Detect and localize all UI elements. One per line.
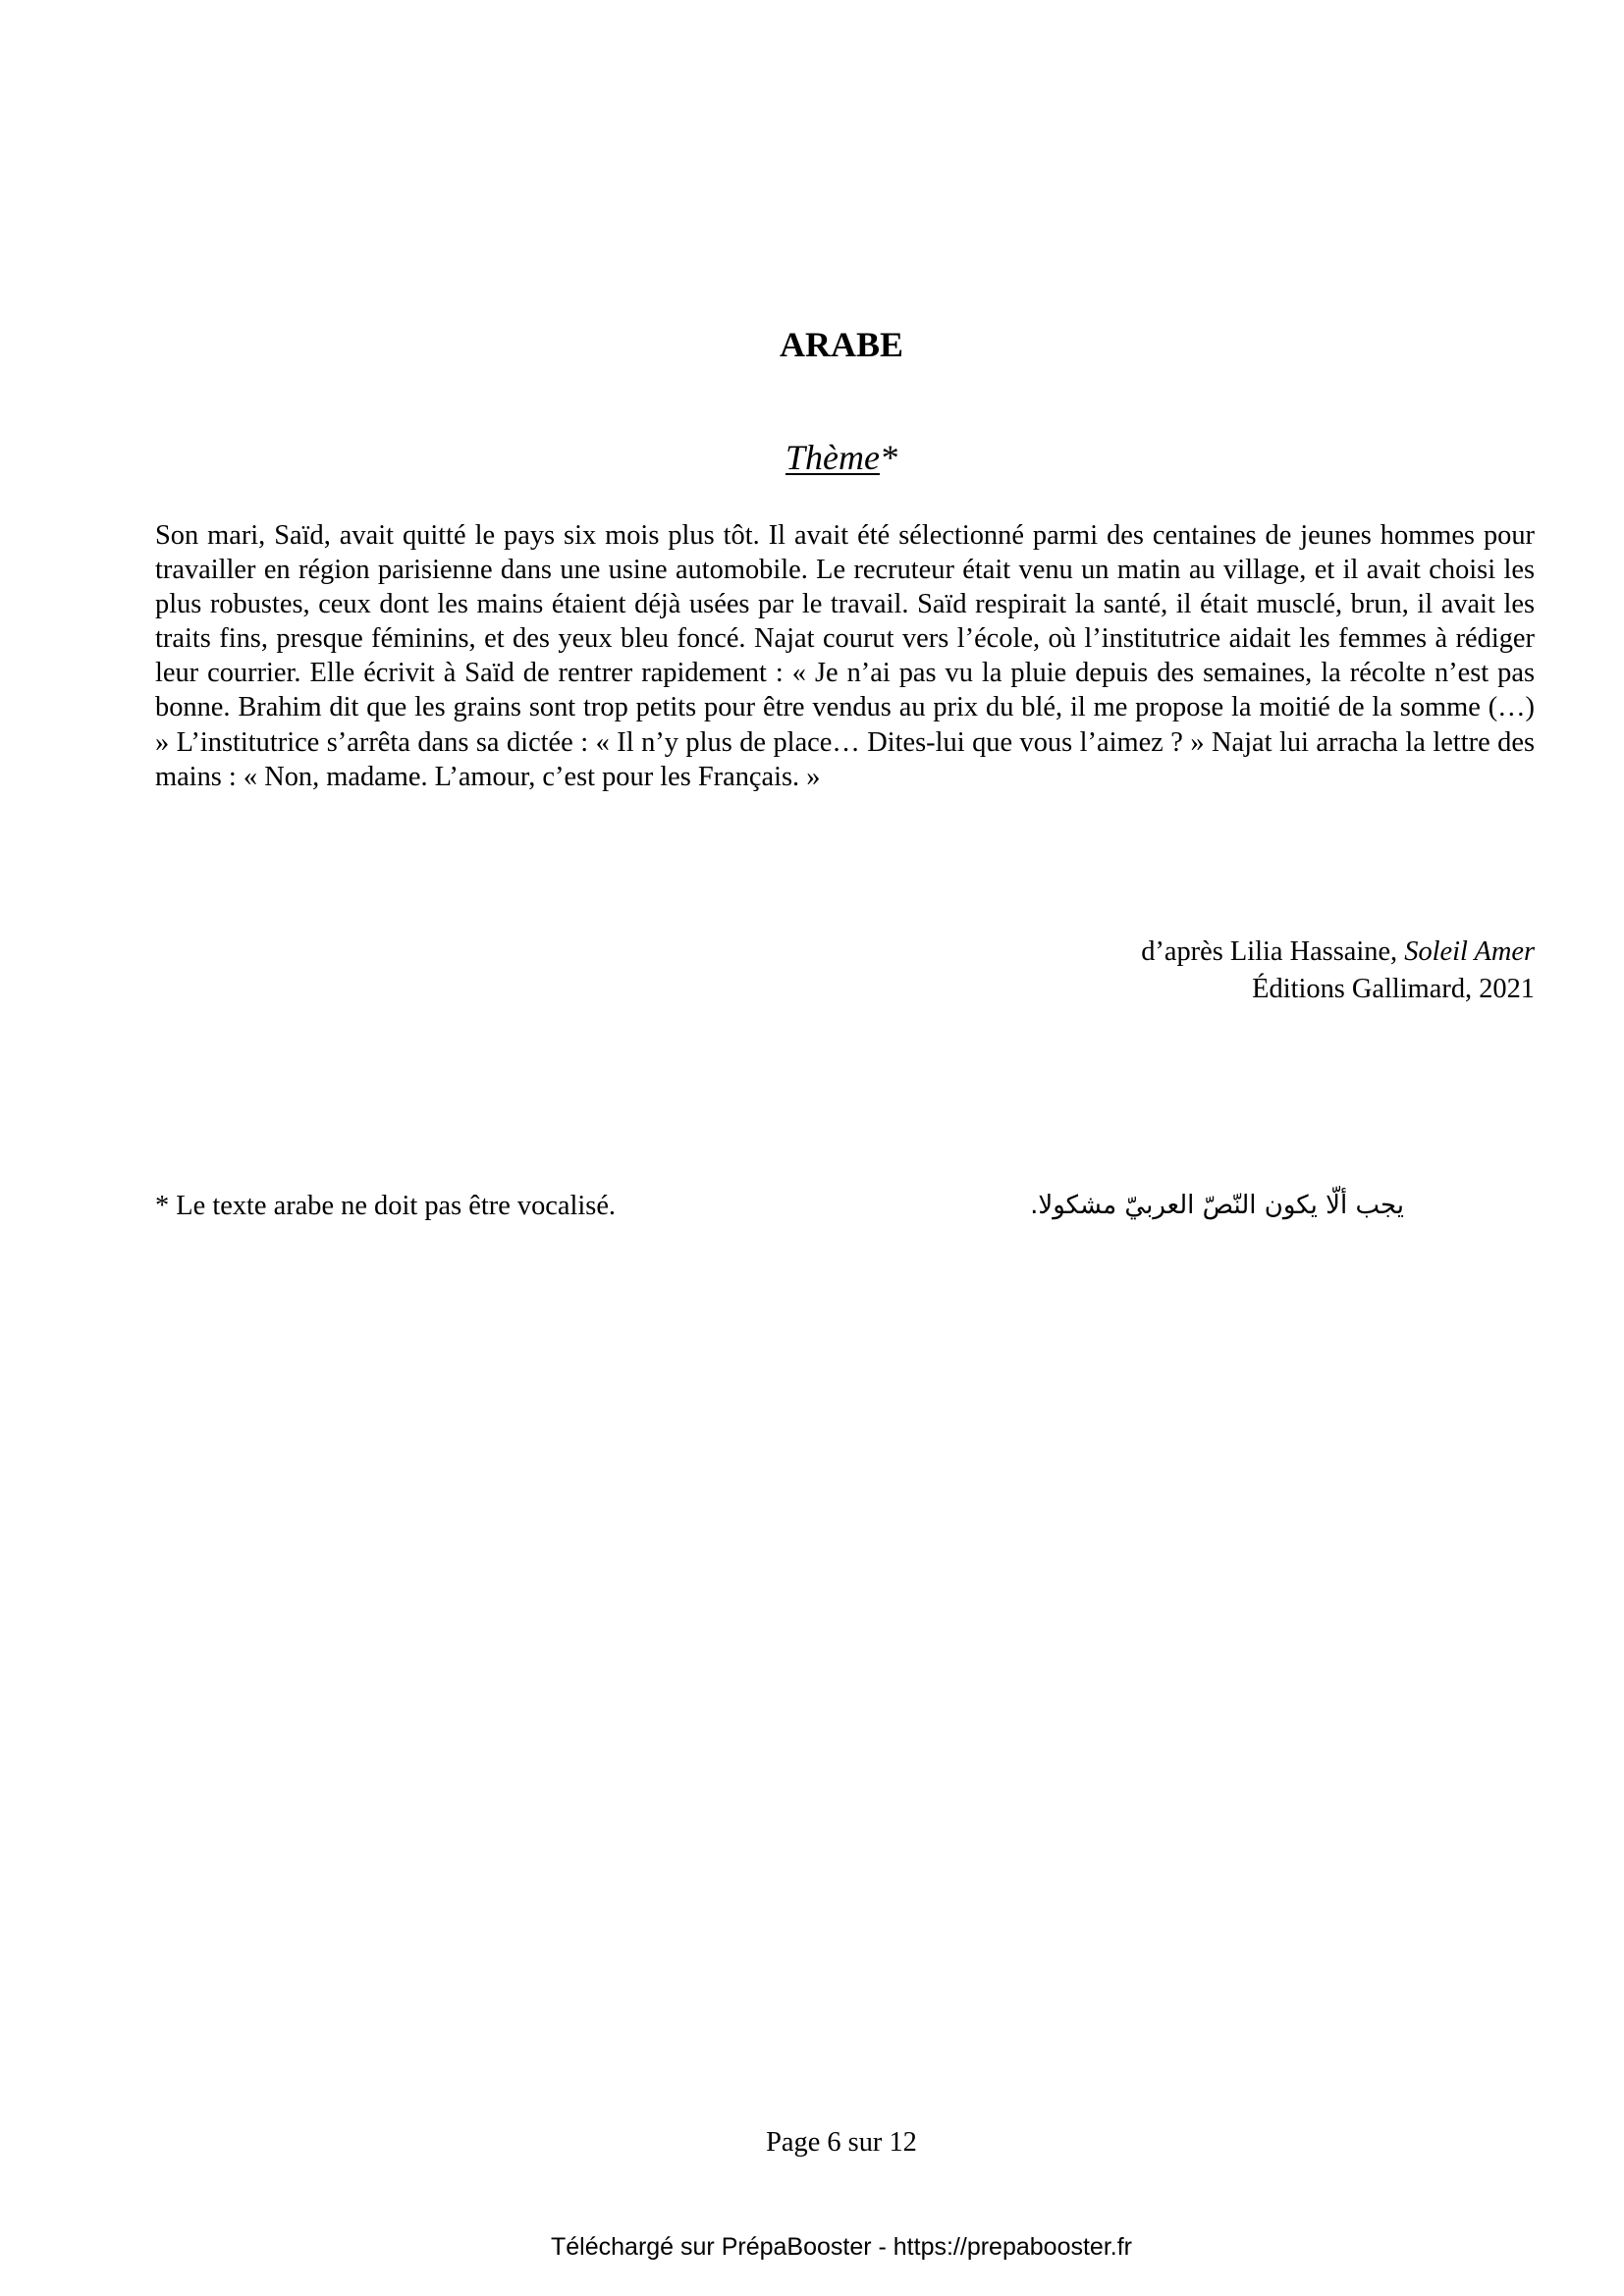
footnote-arabic: يجب ألّا يكون النّصّ العربيّ مشكولا. [1030, 1191, 1404, 1220]
passage-text: Son mari, Saïd, avait quitté le pays six mois plus tôt. Il avait été sélectionné parmi des centaines de jeunes hommes pour travailler en région parisienne dans une usine automobile. Le recruteur était venu un matin au village, et il avait choisi les plus robustes, ceux dont les mains étaient déjà usées par le travail. Saïd respirait la santé, il était musclé, brun, il avait les traits fins, presque féminins, et des yeux bleu foncé. Najat courut vers l’école, où l’institutrice aidait les femmes à rédiger leur courrier. Elle écrivit à Saïd de rentrer rapidement : « Je n’ai pas vu la pluie depuis des semaines, la récolte n’est pas bonne. Brahim dit que les grains sont trop petits pour être vendus au prix du blé, il me propose la moitié de la somme (…) » L’institutrice s’arrêta dans sa dictée : « Il n’y plus de place… Dites-lui que vous l’aimez ? » Najat lui arracha la lettre des mains : « Non, madame. L’amour, c’est pour les Français. » [155, 520, 1535, 792]
subtitle-text: Thème [785, 438, 880, 477]
attribution-publisher: Éditions Gallimard, 2021 [1252, 974, 1535, 1004]
subtitle-asterisk: * [879, 438, 897, 477]
page-number: Page 6 sur 12 [766, 2127, 917, 2158]
page-title: ARABE [779, 325, 904, 364]
attribution-prefix: d’après Lilia Hassaine, [1141, 936, 1405, 967]
footnote-french: * Le texte arabe ne doit pas être vocalisé. [155, 1191, 617, 1221]
attribution-author-line [884, 934, 1535, 971]
book-title: Soleil Amer [1404, 936, 1535, 967]
source-attribution [884, 934, 1535, 1008]
section-subtitle [0, 437, 1624, 478]
download-notice: Téléchargé sur PrépaBooster - https://prepabooster.fr [551, 2233, 1132, 2261]
